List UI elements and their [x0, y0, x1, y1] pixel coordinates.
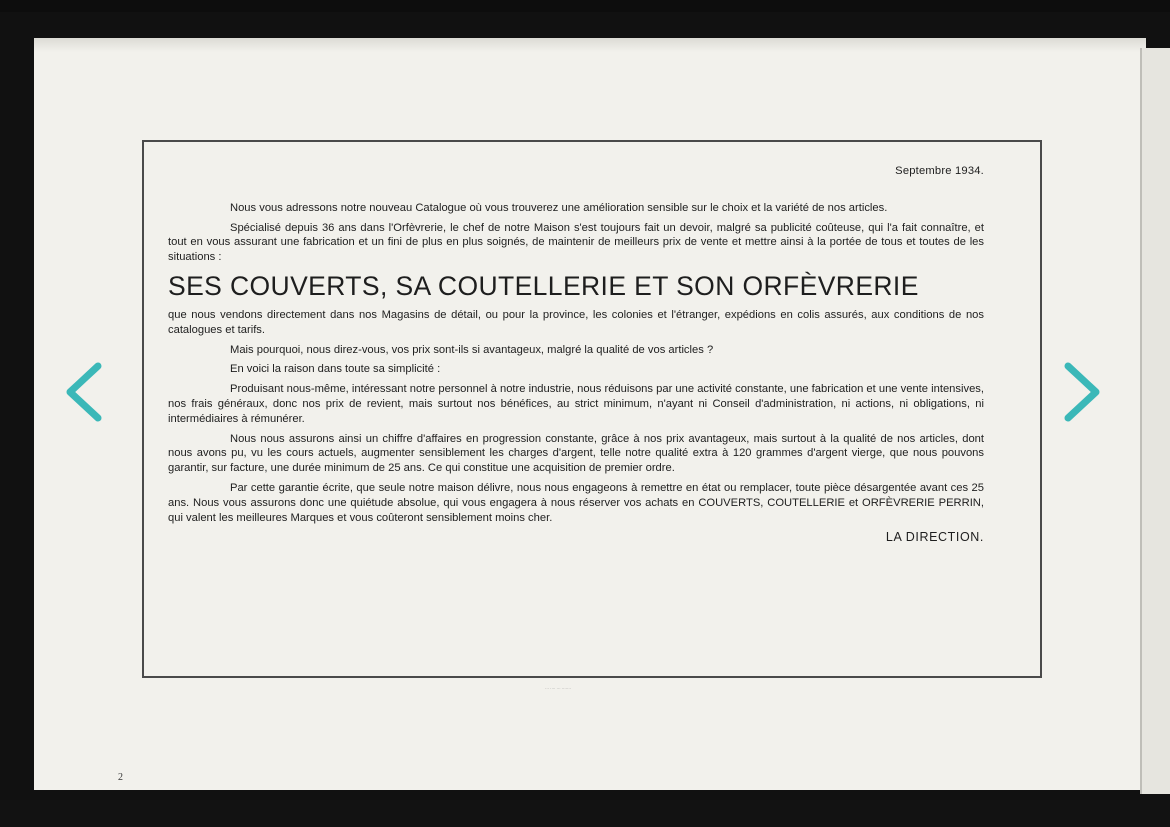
page-number: 2 [118, 772, 123, 783]
chevron-left-icon [60, 360, 108, 424]
letter-text [168, 164, 984, 545]
chevron-right-icon [1058, 360, 1106, 424]
paragraph: Produisant nous-même, intéressant notre personnel à notre industrie, nous réduisons par une activité constante, une fabrication et une vente intensives, nos frais généraux, donc nos prix de revient, mais surtout nos bénéfices, au strict minimum, n'ayant ni Conseil d'administration, ni actions, ni obligations, ni intermédiaires à rémunérer. [168, 383, 984, 425]
paragraph: Nous vous adressons notre nouveau Catalogue où vous trouverez une amélioration sensible sur le choix et la variété de nos articles. [230, 201, 888, 214]
viewer-bottom-bar [0, 800, 1170, 827]
paragraph: En voici la raison dans toute sa simplicité : [230, 363, 441, 376]
signature: LA DIRECTION. [885, 530, 984, 545]
page-shadow [34, 38, 1146, 52]
paragraph: Par cette garantie écrite, que seule notre maison délivre, nous nous engageons à remettre en état ou remplacer, toute pièce désargentée avant ces 25 ans. Nous vous assurons donc une quiétude absolue, qui vous engagera à nous réserver vos achats en COUVERTS, COUTELLERIE et ORFÈVRERIE PERRIN, qui valent les meilleures Marques et vous coûteront sensiblement moins cher. [168, 481, 984, 524]
paragraph: que nous vendons directement dans nos Magasins de détail, ou pour la province, les colonies et l'étranger, expédions en colis assurés, aux conditions de nos catalogues et tarifs. [168, 308, 984, 336]
paragraph: Spécialisé depuis 36 ans dans l'Orfèvrerie, le chef de notre Maison s'est toujours fait un devoir, malgré sa publicité coûteuse, qui l'a fait connaître, et tout en vous assurant une fabrication et un fini de plus en plus soignés, de maintenir de meilleurs prix de vente et mettre ainsi à la portée de tous et toutes de les situations : [168, 221, 984, 264]
next-page-button[interactable] [1058, 360, 1106, 424]
letter-heading: SES COUVERTS, SA COUTELLERIE ET SON ORFÈVRERIE [168, 270, 919, 301]
viewer-top-bar [0, 0, 1170, 12]
paragraph: Mais pourquoi, nous direz-vous, vos prix sont-ils si avantageux, malgré la qualité de vos articles ? [230, 343, 714, 356]
printer-imprint: ··· ···· ··· ······· [545, 686, 571, 691]
previous-page-button[interactable] [60, 360, 108, 424]
letter-date: Septembre 1934. [895, 165, 984, 177]
paragraph: Nous nous assurons ainsi un chiffre d'affaires en progression constante, grâce à nos prix avantageux, mais surtout à la qualité de nos articles, dont nous avons pu, vu les cours actuels, augmenter sensiblement les charges d'argent, telle notre qualité extra à 120 grammes d'argent vierge, que nous pouvons garantir, sur facture, une durée minimum de 25 ans. Ce qui constitue une acquisition de premier ordre. [168, 432, 984, 475]
next-page-edge [1140, 48, 1170, 794]
